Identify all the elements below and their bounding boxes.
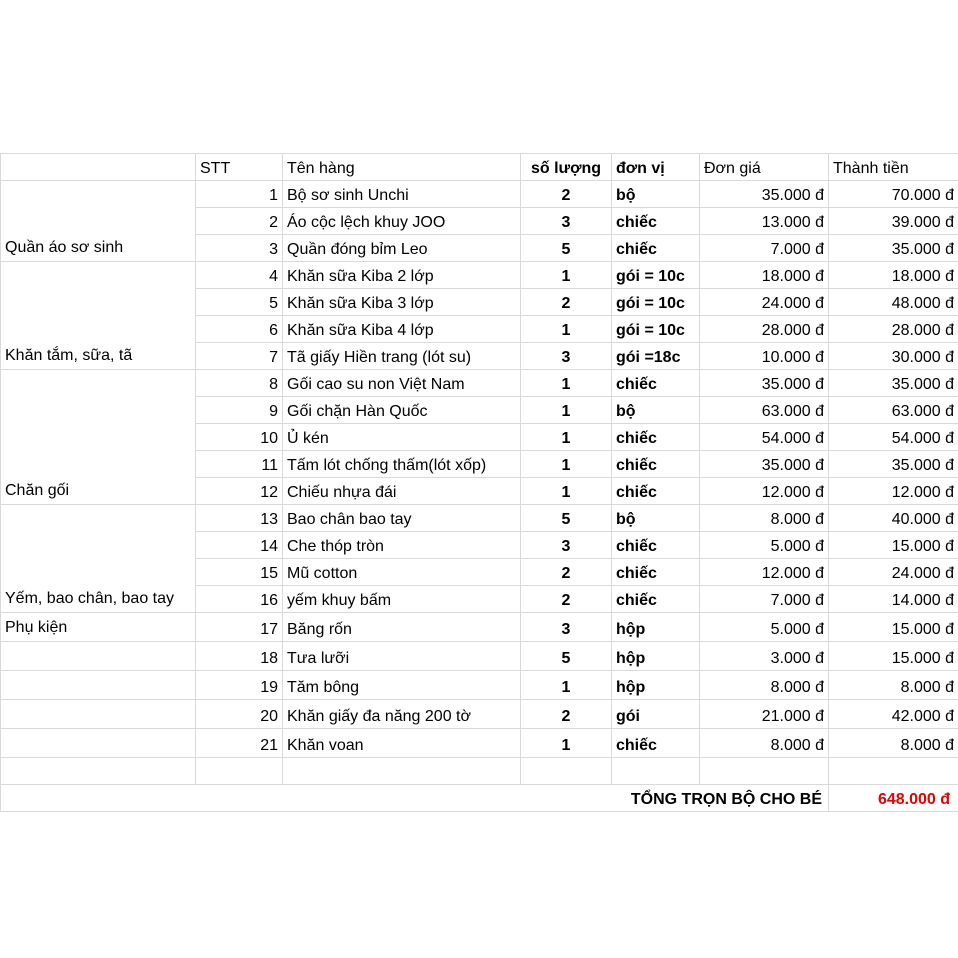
unit-cell[interactable]: chiếc bbox=[612, 235, 700, 262]
qty-cell[interactable]: 3 bbox=[521, 613, 612, 642]
price-cell[interactable]: 21.000 đ bbox=[700, 700, 829, 729]
stt-cell[interactable]: 4 bbox=[196, 262, 283, 289]
unit-cell[interactable]: chiếc bbox=[612, 424, 700, 451]
total-cell[interactable]: 18.000 đ bbox=[829, 262, 958, 289]
qty-cell[interactable]: 2 bbox=[521, 559, 612, 586]
header-row bbox=[1, 154, 958, 181]
unit-cell[interactable]: chiếc bbox=[612, 208, 700, 235]
item-name-cell[interactable]: Khăn voan bbox=[283, 729, 521, 758]
stt-cell[interactable]: 9 bbox=[196, 397, 283, 424]
empty-cell[interactable] bbox=[700, 758, 829, 785]
empty-cell[interactable] bbox=[283, 758, 521, 785]
stt-cell[interactable]: 6 bbox=[196, 316, 283, 343]
item-name-cell[interactable]: Mũ cotton bbox=[283, 559, 521, 586]
unit-cell[interactable]: chiếc bbox=[612, 451, 700, 478]
total-cell[interactable]: 35.000 đ bbox=[829, 235, 958, 262]
price-cell[interactable]: 5.000 đ bbox=[700, 532, 829, 559]
item-name-cell[interactable]: Tấm lót chống thấm(lót xốp) bbox=[283, 451, 521, 478]
stt-cell[interactable]: 5 bbox=[196, 289, 283, 316]
price-cell[interactable]: 3.000 đ bbox=[700, 642, 829, 671]
item-name-cell[interactable]: Tã giấy Hiền trang (lót su) bbox=[283, 343, 521, 370]
price-cell[interactable]: 10.000 đ bbox=[700, 343, 829, 370]
table-row bbox=[1, 729, 958, 758]
price-cell[interactable]: 35.000 đ bbox=[700, 181, 829, 208]
category-cell[interactable]: Yếm, bao chân, bao tay bbox=[1, 505, 196, 613]
stt-cell[interactable]: 10 bbox=[196, 424, 283, 451]
table-row bbox=[1, 181, 958, 208]
unit-cell[interactable]: chiếc bbox=[612, 532, 700, 559]
price-cell[interactable]: 7.000 đ bbox=[700, 586, 829, 613]
category-cell[interactable] bbox=[1, 642, 196, 671]
total-cell[interactable]: 35.000 đ bbox=[829, 451, 958, 478]
table-row bbox=[1, 262, 958, 289]
header-total[interactable]: Thành tiền bbox=[829, 154, 958, 181]
header-category[interactable] bbox=[1, 154, 196, 181]
total-cell[interactable]: 28.000 đ bbox=[829, 316, 958, 343]
stt-cell[interactable]: 8 bbox=[196, 370, 283, 397]
price-cell[interactable]: 12.000 đ bbox=[700, 478, 829, 505]
category-cell[interactable] bbox=[1, 729, 196, 758]
total-cell[interactable]: 42.000 đ bbox=[829, 700, 958, 729]
stt-cell[interactable]: 7 bbox=[196, 343, 283, 370]
item-name-cell[interactable]: Che thóp tròn bbox=[283, 532, 521, 559]
qty-cell[interactable]: 2 bbox=[521, 289, 612, 316]
price-cell[interactable]: 12.000 đ bbox=[700, 559, 829, 586]
header-qty[interactable]: số lượng bbox=[521, 154, 612, 181]
qty-cell[interactable]: 3 bbox=[521, 343, 612, 370]
qty-cell[interactable]: 1 bbox=[521, 424, 612, 451]
total-cell[interactable]: 39.000 đ bbox=[829, 208, 958, 235]
stt-cell[interactable]: 13 bbox=[196, 505, 283, 532]
item-name-cell[interactable]: Gối chặn Hàn Quốc bbox=[283, 397, 521, 424]
stt-cell[interactable]: 11 bbox=[196, 451, 283, 478]
item-name-cell[interactable]: Quần đóng bỉm Leo bbox=[283, 235, 521, 262]
item-name-cell[interactable]: Bộ sơ sinh Unchi bbox=[283, 181, 521, 208]
total-cell[interactable]: 48.000 đ bbox=[829, 289, 958, 316]
unit-cell[interactable]: chiếc bbox=[612, 370, 700, 397]
qty-cell[interactable]: 1 bbox=[521, 478, 612, 505]
unit-cell[interactable]: bộ bbox=[612, 397, 700, 424]
category-cell[interactable] bbox=[1, 671, 196, 700]
empty-cell[interactable] bbox=[1, 758, 196, 785]
qty-cell[interactable]: 5 bbox=[521, 642, 612, 671]
stt-cell[interactable]: 17 bbox=[196, 613, 283, 642]
price-cell[interactable]: 18.000 đ bbox=[700, 262, 829, 289]
table-row bbox=[1, 370, 958, 397]
item-name-cell[interactable]: Khăn sữa Kiba 2 lớp bbox=[283, 262, 521, 289]
summary-value[interactable]: 648.000 đ bbox=[829, 785, 958, 812]
total-cell[interactable]: 8.000 đ bbox=[829, 729, 958, 758]
price-cell[interactable]: 13.000 đ bbox=[700, 208, 829, 235]
header-stt[interactable]: STT bbox=[196, 154, 283, 181]
unit-cell[interactable]: chiếc bbox=[612, 478, 700, 505]
item-name-cell[interactable]: Băng rốn bbox=[283, 613, 521, 642]
unit-cell[interactable]: bộ bbox=[612, 181, 700, 208]
total-cell[interactable]: 15.000 đ bbox=[829, 642, 958, 671]
header-name[interactable]: Tên hàng bbox=[283, 154, 521, 181]
item-name-cell[interactable]: Khăn sữa Kiba 4 lớp bbox=[283, 316, 521, 343]
empty-cell[interactable] bbox=[612, 758, 700, 785]
empty-cell[interactable] bbox=[829, 758, 958, 785]
qty-cell[interactable]: 1 bbox=[521, 671, 612, 700]
stt-cell[interactable]: 15 bbox=[196, 559, 283, 586]
unit-cell[interactable]: gói =18c bbox=[612, 343, 700, 370]
stt-cell[interactable]: 1 bbox=[196, 181, 283, 208]
qty-cell[interactable]: 1 bbox=[521, 262, 612, 289]
header-price[interactable]: Đơn giá bbox=[700, 154, 829, 181]
stt-cell[interactable]: 3 bbox=[196, 235, 283, 262]
category-cell[interactable]: Quần áo sơ sinh bbox=[1, 181, 196, 262]
total-cell[interactable]: 35.000 đ bbox=[829, 370, 958, 397]
qty-cell[interactable]: 1 bbox=[521, 397, 612, 424]
total-cell[interactable]: 8.000 đ bbox=[829, 671, 958, 700]
category-cell[interactable] bbox=[1, 700, 196, 729]
header-unit[interactable]: đơn vị bbox=[612, 154, 700, 181]
total-cell[interactable]: 40.000 đ bbox=[829, 505, 958, 532]
category-cell[interactable]: Khăn tắm, sữa, tã bbox=[1, 262, 196, 370]
category-cell[interactable]: Chăn gối bbox=[1, 370, 196, 505]
unit-cell[interactable]: gói = 10c bbox=[612, 289, 700, 316]
qty-cell[interactable]: 1 bbox=[521, 370, 612, 397]
qty-cell[interactable]: 2 bbox=[521, 586, 612, 613]
stt-cell[interactable]: 18 bbox=[196, 642, 283, 671]
summary-row bbox=[1, 785, 958, 812]
total-cell[interactable]: 15.000 đ bbox=[829, 613, 958, 642]
qty-cell[interactable]: 1 bbox=[521, 729, 612, 758]
table-row bbox=[1, 642, 958, 671]
price-cell[interactable]: 35.000 đ bbox=[700, 451, 829, 478]
unit-cell[interactable]: bộ bbox=[612, 505, 700, 532]
item-name-cell[interactable]: yếm khuy bấm bbox=[283, 586, 521, 613]
summary-label[interactable]: TỔNG TRỌN BỘ CHO BÉ bbox=[1, 785, 829, 812]
unit-cell[interactable]: hộp bbox=[612, 671, 700, 700]
stt-cell[interactable]: 19 bbox=[196, 671, 283, 700]
qty-cell[interactable]: 1 bbox=[521, 316, 612, 343]
table-row bbox=[1, 613, 958, 642]
table-row bbox=[1, 505, 958, 532]
item-name-cell[interactable]: Bao chân bao tay bbox=[283, 505, 521, 532]
item-name-cell[interactable]: Gối cao su non Việt Nam bbox=[283, 370, 521, 397]
qty-cell[interactable]: 3 bbox=[521, 532, 612, 559]
total-cell[interactable]: 24.000 đ bbox=[829, 559, 958, 586]
category-cell[interactable]: Phụ kiện bbox=[1, 613, 196, 642]
stt-cell[interactable]: 20 bbox=[196, 700, 283, 729]
price-cell[interactable]: 24.000 đ bbox=[700, 289, 829, 316]
table-row bbox=[1, 700, 958, 729]
price-cell[interactable]: 8.000 đ bbox=[700, 671, 829, 700]
item-name-cell[interactable]: Khăn sữa Kiba 3 lớp bbox=[283, 289, 521, 316]
price-cell[interactable]: 35.000 đ bbox=[700, 370, 829, 397]
unit-cell[interactable]: gói = 10c bbox=[612, 316, 700, 343]
price-cell[interactable]: 7.000 đ bbox=[700, 235, 829, 262]
unit-cell[interactable]: gói = 10c bbox=[612, 262, 700, 289]
stt-cell[interactable]: 14 bbox=[196, 532, 283, 559]
empty-cell[interactable] bbox=[521, 758, 612, 785]
item-name-cell[interactable]: Tưa lưỡi bbox=[283, 642, 521, 671]
item-name-cell[interactable]: Áo cộc lệch khuy JOO bbox=[283, 208, 521, 235]
unit-cell[interactable]: hộp bbox=[612, 613, 700, 642]
empty-row bbox=[1, 758, 958, 785]
total-cell[interactable]: 30.000 đ bbox=[829, 343, 958, 370]
item-name-cell[interactable]: Chiếu nhựa đái bbox=[283, 478, 521, 505]
stt-cell[interactable]: 12 bbox=[196, 478, 283, 505]
unit-cell[interactable]: chiếc bbox=[612, 729, 700, 758]
stt-cell[interactable]: 2 bbox=[196, 208, 283, 235]
unit-cell[interactable]: gói bbox=[612, 700, 700, 729]
total-cell[interactable]: 15.000 đ bbox=[829, 532, 958, 559]
price-cell[interactable]: 5.000 đ bbox=[700, 613, 829, 642]
order-table bbox=[0, 153, 958, 812]
price-cell[interactable]: 8.000 đ bbox=[700, 505, 829, 532]
item-name-cell[interactable]: Tăm bông bbox=[283, 671, 521, 700]
total-cell[interactable]: 63.000 đ bbox=[829, 397, 958, 424]
total-cell[interactable]: 54.000 đ bbox=[829, 424, 958, 451]
stt-cell[interactable]: 16 bbox=[196, 586, 283, 613]
unit-cell[interactable]: chiếc bbox=[612, 586, 700, 613]
price-cell[interactable]: 63.000 đ bbox=[700, 397, 829, 424]
empty-cell[interactable] bbox=[196, 758, 283, 785]
qty-cell[interactable]: 5 bbox=[521, 235, 612, 262]
qty-cell[interactable]: 5 bbox=[521, 505, 612, 532]
qty-cell[interactable]: 2 bbox=[521, 700, 612, 729]
unit-cell[interactable]: hộp bbox=[612, 642, 700, 671]
total-cell[interactable]: 12.000 đ bbox=[829, 478, 958, 505]
price-cell[interactable]: 8.000 đ bbox=[700, 729, 829, 758]
unit-cell[interactable]: chiếc bbox=[612, 559, 700, 586]
total-cell[interactable]: 14.000 đ bbox=[829, 586, 958, 613]
qty-cell[interactable]: 3 bbox=[521, 208, 612, 235]
total-cell[interactable]: 70.000 đ bbox=[829, 181, 958, 208]
price-cell[interactable]: 28.000 đ bbox=[700, 316, 829, 343]
item-name-cell[interactable]: Ủ kén bbox=[283, 424, 521, 451]
item-name-cell[interactable]: Khăn giấy đa năng 200 tờ bbox=[283, 700, 521, 729]
qty-cell[interactable]: 1 bbox=[521, 451, 612, 478]
qty-cell[interactable]: 2 bbox=[521, 181, 612, 208]
price-cell[interactable]: 54.000 đ bbox=[700, 424, 829, 451]
table-row bbox=[1, 671, 958, 700]
stt-cell[interactable]: 21 bbox=[196, 729, 283, 758]
